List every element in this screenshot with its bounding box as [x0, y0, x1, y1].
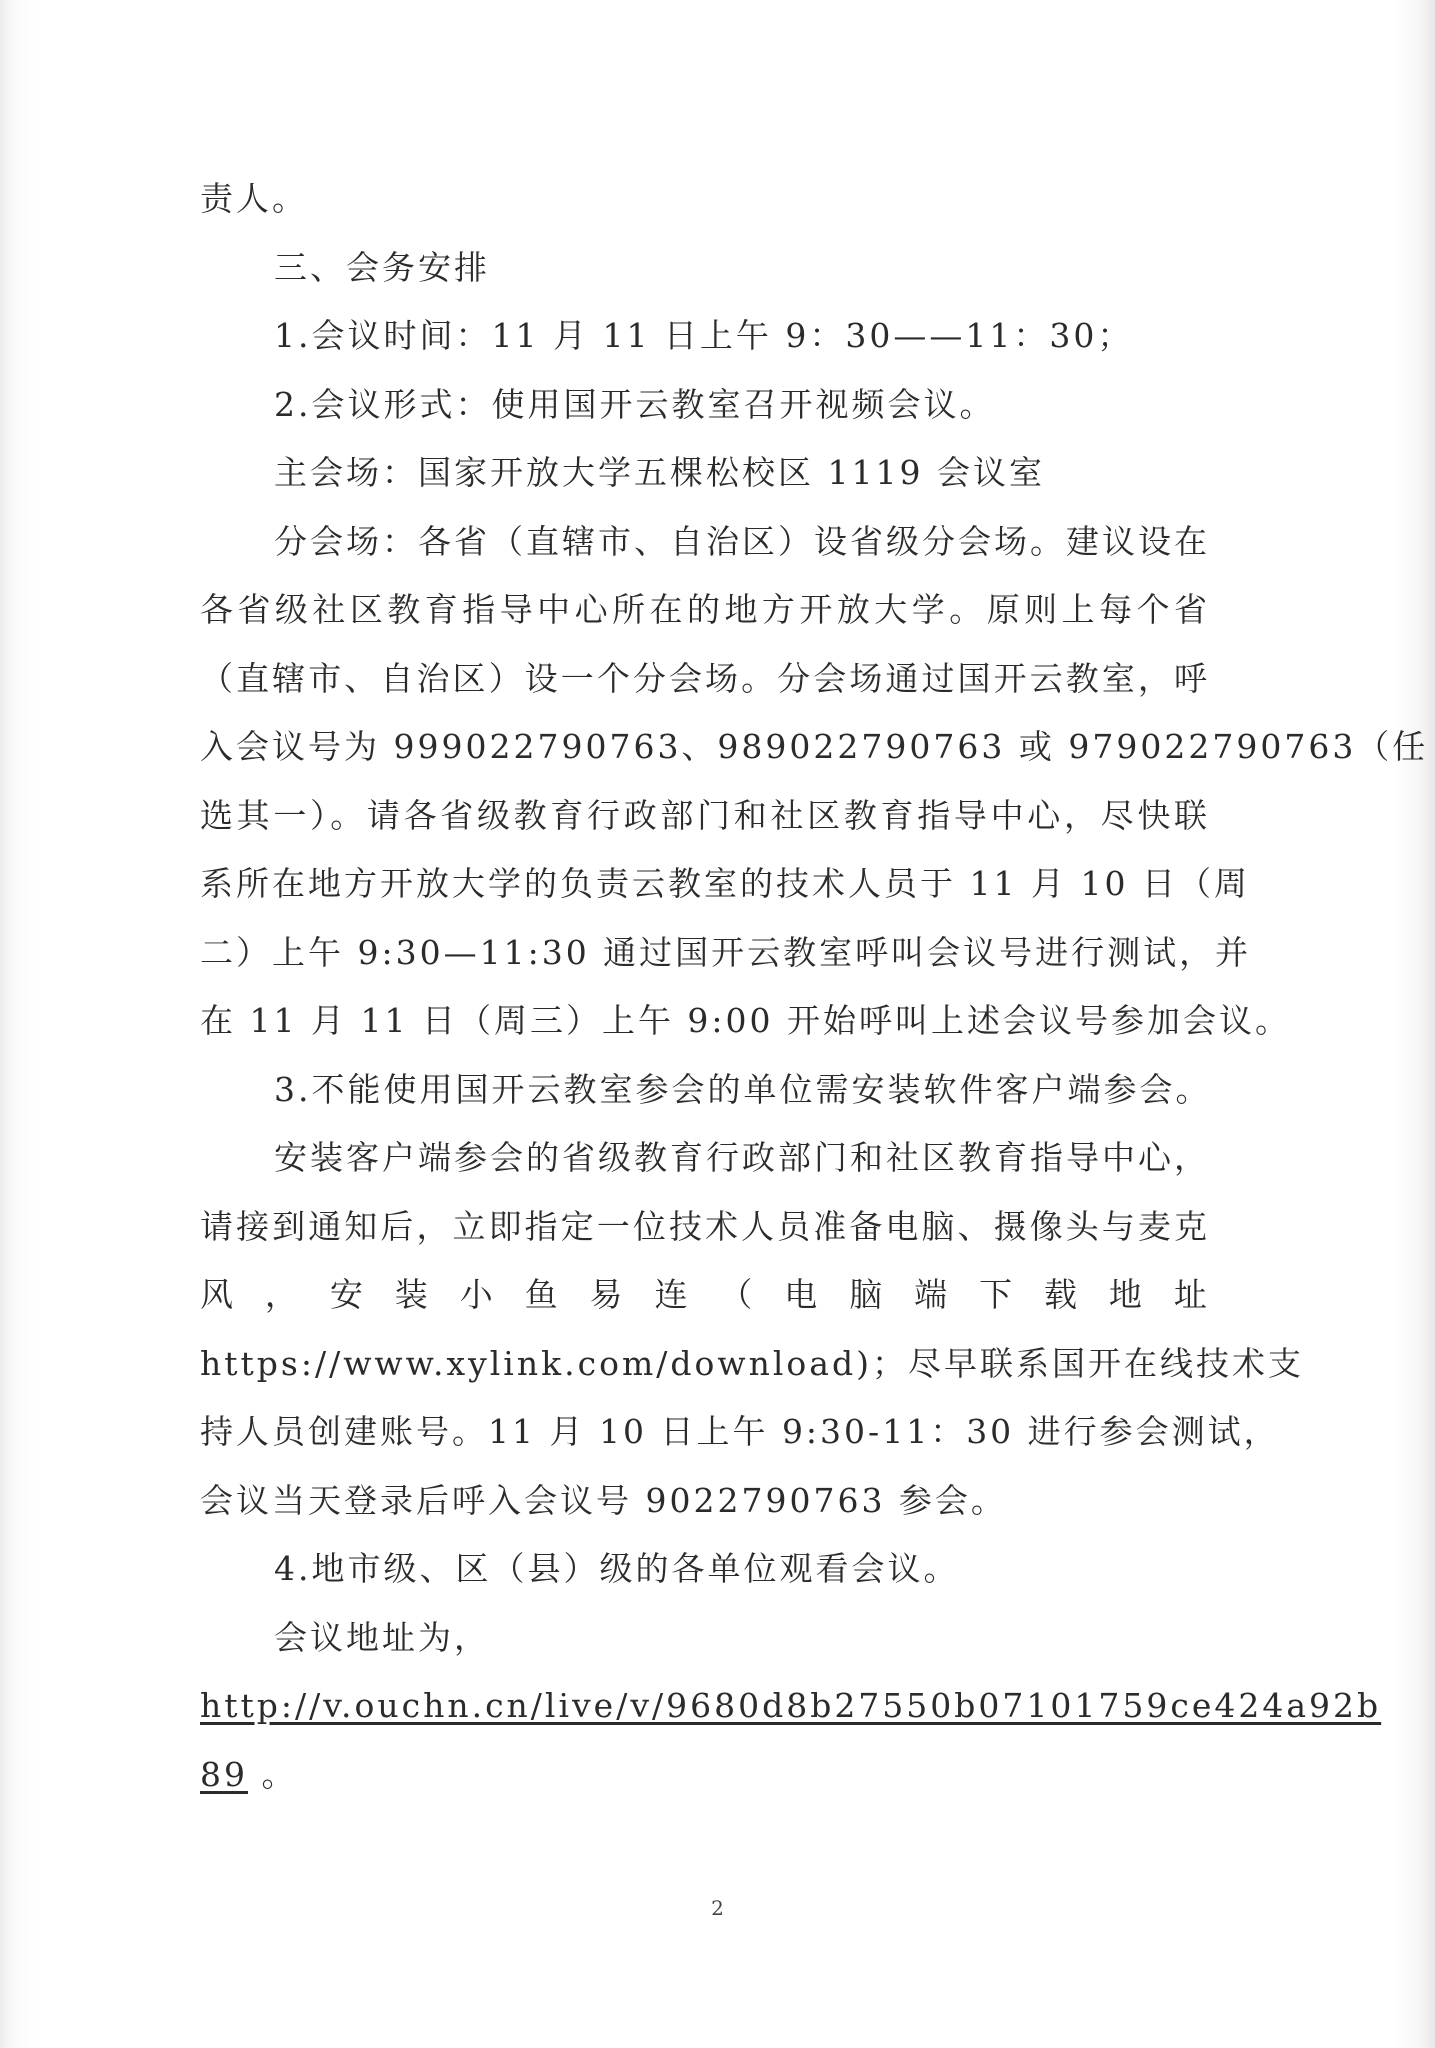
text-line: 会议当天登录后呼入会议号 9022790763 参会。 [200, 1480, 1007, 1520]
meeting-time: 1.会议时间：11 月 11 日上午 9：30——11：30； [274, 316, 1134, 355]
char: 装 [394, 1275, 431, 1314]
char: 下 [979, 1275, 1016, 1314]
viewing-item: 4.地市级、区（县）级的各单位观看会议。 [274, 1549, 960, 1588]
char: 地 [1108, 1275, 1145, 1314]
char: 小 [459, 1275, 496, 1314]
char: 载 [1043, 1275, 1080, 1314]
main-venue: 主会场：国家开放大学五棵松校区 1119 会议室 [274, 453, 1045, 492]
document-body [200, 165, 1429, 1809]
char: 鱼 [524, 1275, 561, 1314]
char: 址 [1173, 1275, 1210, 1314]
client-install-item: 3.不能使用国开云教室参会的单位需安装软件客户端参会。 [274, 1069, 1212, 1109]
text-line: 持人员创建账号。11 月 10 日上午 9:30-11：30 进行参会测试， [200, 1412, 1280, 1451]
char: 连 [654, 1275, 691, 1314]
meeting-url-link[interactable]: http://v.ouchn.cn/live/v/9680d8b27550b07101759ce424a92b [200, 1686, 1382, 1725]
meeting-url-link-continued[interactable]: 89 [200, 1754, 248, 1794]
text-line: 系所在地方开放大学的负责云教室的技术人员于 11 月 10 日（周 [200, 864, 1250, 903]
text-line: 责人。 [200, 179, 308, 218]
char: 脑 [849, 1275, 886, 1314]
branch-venue-line: 分会场：各省（直辖市、自治区）设省级分会场。建议设在 [274, 521, 1210, 561]
char: 电 [784, 1275, 821, 1314]
char: ， [264, 1275, 301, 1314]
text-line: 请接到通知后，立即指定一位技术人员准备电脑、摄像头与麦克 [200, 1206, 1210, 1246]
text-line: 在 11 月 11 日（周三）上午 9:00 开始呼叫上述会议号参加会议。 [200, 1001, 1292, 1040]
char: （ [719, 1275, 756, 1314]
char: 风 [200, 1275, 236, 1314]
char: 易 [589, 1275, 626, 1314]
char: 安 [329, 1275, 366, 1314]
text-line: （直辖市、自治区）设一个分会场。分会场通过国开云教室，呼 [200, 658, 1210, 698]
period: 。 [248, 1754, 298, 1794]
text-line: 安装客户端参会的省级教育行政部门和社区教育指导中心， [274, 1138, 1210, 1177]
text-line: 二）上午 9:30—11:30 通过国开云教室呼叫会议号进行测试，并 [200, 932, 1252, 972]
url-line [200, 1672, 1382, 1741]
spread-text-line [200, 1261, 1210, 1330]
char: 端 [914, 1275, 951, 1314]
url-line-end [200, 1741, 1210, 1810]
download-url-line: https://www.xylink.com/download)；尽早联系国开在线技术支 [200, 1343, 1304, 1383]
text-line: 选其一）。请各省级教育行政部门和社区教育指导中心，尽快联 [200, 795, 1210, 835]
text-line: 各省级社区教育指导中心所在的地方开放大学。原则上每个省 [200, 590, 1210, 629]
text-line: 会议地址为， [274, 1617, 490, 1657]
section-heading: 三、会务安排 [274, 247, 490, 287]
page-number: 2 [711, 1896, 724, 1920]
meeting-format: 2.会议形式：使用国开云教室召开视频会议。 [274, 384, 996, 424]
meeting-numbers-line: 入会议号为 999022790763、989022790763 或 979022790763（任 [200, 727, 1429, 766]
